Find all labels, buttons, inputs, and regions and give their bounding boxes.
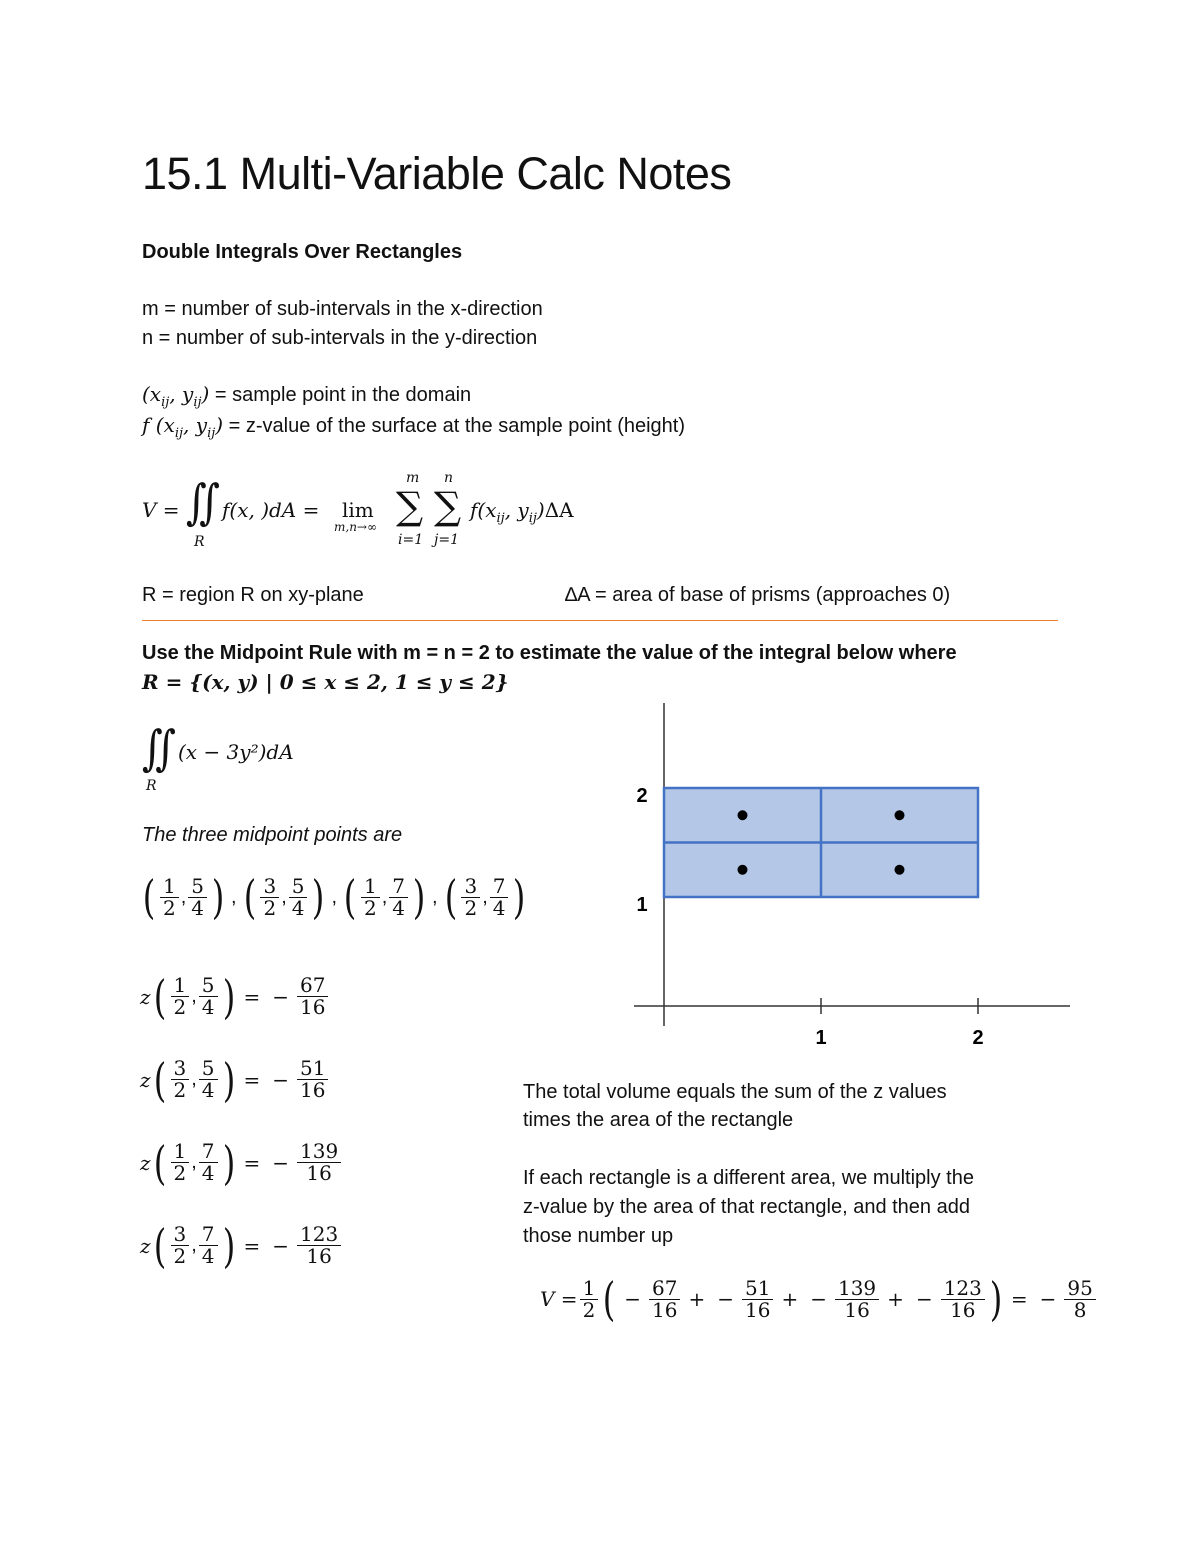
z-result-2 bbox=[297, 1058, 328, 1101]
z-point-1-x bbox=[171, 975, 190, 1018]
sum-j-lower: j=1 bbox=[434, 532, 459, 548]
sum-j-upper: n bbox=[444, 470, 454, 486]
y-tick-label-2: 2 bbox=[636, 785, 648, 807]
final-term-2-den: 16 bbox=[745, 1297, 771, 1322]
z-point-3-x-num: 1 bbox=[171, 1141, 190, 1163]
equals-sign: = bbox=[243, 1233, 261, 1258]
z-point-2-comma: , bbox=[191, 1068, 197, 1090]
z-point-3-comma: , bbox=[191, 1151, 197, 1173]
double-integral-icon: ∬ bbox=[186, 475, 221, 531]
final-lhs: V = bbox=[540, 1287, 578, 1311]
z-point-1-y-den: 4 bbox=[201, 995, 215, 1019]
sum-i-upper: m bbox=[406, 470, 420, 486]
region-definition: R = {(x, y) | 0 ≤ x ≤ 2, 1 ≤ y ≤ 2} bbox=[142, 670, 509, 694]
midpoint-2-y-num: 5 bbox=[289, 876, 308, 898]
midpoint-dot-2 bbox=[895, 865, 905, 875]
minus-sign: − bbox=[272, 1067, 290, 1092]
midpoint-2-lparen: ( bbox=[243, 870, 256, 924]
problem-integral-region: R bbox=[146, 778, 157, 794]
minus-sign: − bbox=[1039, 1287, 1057, 1311]
midpoint-4-x-den: 2 bbox=[464, 895, 478, 920]
problem-integrand: (x − 3y²)dA bbox=[178, 740, 294, 764]
minus-sign: − bbox=[272, 984, 290, 1009]
midpoint-2-y-den: 4 bbox=[291, 895, 305, 920]
sum-j-icon: ∑ bbox=[434, 484, 462, 528]
minus-sign: − bbox=[717, 1287, 734, 1311]
summand: $f(x_{ij}$, $y_{ij})\Delta A$ bbox=[470, 498, 574, 526]
y-tick-label-1: 1 bbox=[636, 894, 648, 916]
final-term-2 bbox=[742, 1275, 773, 1322]
z-point-4-x-den: 2 bbox=[173, 1244, 187, 1268]
midpoint-4-y bbox=[490, 873, 509, 920]
z-result-2-den: 16 bbox=[300, 1078, 326, 1102]
x-tick-label-1: 1 bbox=[815, 1027, 827, 1049]
z-symbol: z bbox=[140, 1150, 151, 1175]
midpoints-intro: The three midpoint points are bbox=[142, 824, 403, 846]
midpoint-1 bbox=[140, 870, 227, 924]
z-value-row bbox=[140, 1121, 343, 1204]
region-note: R = region R on xy-plane bbox=[142, 584, 364, 606]
midpoint-dot-3 bbox=[738, 810, 748, 820]
midpoint-3-x bbox=[361, 873, 380, 920]
z-point-2-rparen: ) bbox=[222, 1052, 235, 1107]
z-point-2-y-num: 5 bbox=[199, 1058, 218, 1080]
equals-sign: = bbox=[243, 1067, 261, 1092]
z-point-3-x bbox=[171, 1141, 190, 1184]
final-term-1 bbox=[649, 1275, 680, 1322]
midpoint-separator: , bbox=[431, 885, 438, 908]
z-values-list bbox=[140, 955, 343, 1287]
z-point-1-y bbox=[199, 975, 218, 1018]
z-point-2-lparen: ( bbox=[153, 1052, 166, 1107]
plus-sign: + bbox=[688, 1287, 706, 1311]
midpoint-1-y-num: 5 bbox=[188, 876, 207, 898]
z-point-2-y bbox=[199, 1058, 218, 1101]
f-value-definition: f ($x_{ij}$, $y_{ij}$) = z-value of the surface at the sample point (height) bbox=[142, 413, 686, 441]
z-point-4-y-num: 7 bbox=[199, 1224, 218, 1246]
minus-sign: − bbox=[272, 1233, 290, 1258]
final-term-2-num: 51 bbox=[742, 1278, 773, 1300]
explanation-line-4: z-value by the area of that rectangle, and then add bbox=[523, 1196, 970, 1218]
final-term-1-den: 16 bbox=[652, 1297, 678, 1322]
final-result-num: 95 bbox=[1064, 1278, 1095, 1300]
z-point-4-comma: , bbox=[191, 1234, 197, 1256]
minus-sign: − bbox=[624, 1287, 642, 1311]
z-point-3-x-den: 2 bbox=[173, 1161, 187, 1185]
z-result-4-den: 16 bbox=[306, 1244, 332, 1268]
final-factor-num: 1 bbox=[580, 1278, 599, 1300]
midpoints-list bbox=[140, 870, 528, 924]
explanation-line-1: The total volume equals the sum of the z values bbox=[523, 1081, 947, 1103]
z-point-4-lparen: ( bbox=[153, 1218, 166, 1273]
z-result-3 bbox=[297, 1141, 341, 1184]
final-term-4-den: 16 bbox=[950, 1297, 976, 1322]
z-value-row bbox=[140, 1038, 343, 1121]
z-point-4-x bbox=[171, 1224, 190, 1267]
midpoint-1-x bbox=[160, 873, 179, 920]
midpoint-4-x-num: 3 bbox=[461, 876, 480, 898]
midpoint-3 bbox=[341, 870, 428, 924]
equals-sign: = bbox=[243, 984, 261, 1009]
plus-sign: + bbox=[887, 1287, 904, 1311]
z-point-4-y bbox=[199, 1224, 218, 1267]
z-point-2-y-den: 4 bbox=[201, 1078, 215, 1102]
midpoint-2-comma: , bbox=[281, 885, 287, 908]
minus-sign: − bbox=[915, 1287, 933, 1311]
midpoint-separator: , bbox=[331, 885, 337, 908]
sample-point-definition: ($x_{ij}$, $y_{ij}$) = sample point in the domain bbox=[142, 382, 472, 410]
z-point-3-lparen: ( bbox=[153, 1135, 166, 1190]
z-point-3 bbox=[151, 1135, 238, 1190]
midpoint-3-y-num: 7 bbox=[389, 876, 408, 898]
z-point-3-y-num: 7 bbox=[199, 1141, 218, 1163]
z-result-2-num: 51 bbox=[297, 1058, 328, 1080]
final-rparen: ) bbox=[989, 1272, 1003, 1326]
midpoint-dot-4 bbox=[895, 810, 905, 820]
midpoint-4-comma: , bbox=[482, 885, 488, 908]
midpoint-4-y-den: 4 bbox=[492, 895, 506, 920]
z-symbol: z bbox=[140, 984, 151, 1009]
midpoint-4-lparen: ( bbox=[444, 870, 457, 924]
final-term-3-den: 16 bbox=[844, 1297, 870, 1322]
problem-integral bbox=[142, 720, 342, 795]
minus-sign: − bbox=[272, 1150, 290, 1175]
final-term-1-num: 67 bbox=[649, 1278, 680, 1300]
midpoint-2-x-num: 3 bbox=[260, 876, 279, 898]
z-point-4-rparen: ) bbox=[222, 1218, 235, 1273]
integrand: f(x, )dA = bbox=[222, 498, 320, 522]
limit-word: lim bbox=[342, 498, 374, 522]
midpoint-1-rparen: ) bbox=[211, 870, 225, 924]
z-point-2-x-den: 2 bbox=[173, 1078, 187, 1102]
z-point-1-x-num: 1 bbox=[171, 975, 190, 997]
z-result-1-num: 67 bbox=[297, 975, 328, 997]
explanation-line-2: times the area of the rectangle bbox=[523, 1109, 794, 1131]
sum-i-icon: ∑ bbox=[396, 484, 424, 528]
midpoint-1-y bbox=[188, 873, 207, 920]
z-value-row bbox=[140, 955, 343, 1038]
z-result-3-den: 16 bbox=[306, 1161, 332, 1185]
z-result-3-num: 139 bbox=[297, 1141, 341, 1163]
section-heading: Double Integrals Over Rectangles bbox=[142, 241, 463, 263]
midpoint-4 bbox=[442, 870, 529, 924]
f-value-symbol: f ($x_{ij}$, $y_{ij}$) bbox=[142, 413, 224, 441]
midpoint-1-lparen: ( bbox=[142, 870, 156, 924]
plus-sign: + bbox=[781, 1287, 799, 1311]
final-result-den: 8 bbox=[1073, 1297, 1087, 1322]
z-point-2 bbox=[151, 1052, 238, 1107]
midpoint-2 bbox=[241, 870, 328, 924]
final-factor-den: 2 bbox=[582, 1297, 596, 1322]
z-point-1-x-den: 2 bbox=[173, 995, 187, 1019]
final-term-3 bbox=[835, 1275, 879, 1322]
midpoint-1-y-den: 4 bbox=[191, 895, 204, 920]
midpoint-dot-1 bbox=[738, 865, 748, 875]
equals-sign: = bbox=[243, 1150, 261, 1175]
final-term-3-num: 139 bbox=[835, 1278, 879, 1300]
z-point-2-x-num: 3 bbox=[171, 1058, 190, 1080]
x-tick-label-2: 2 bbox=[972, 1027, 984, 1049]
integral-region: R bbox=[194, 534, 205, 550]
section-divider bbox=[142, 620, 1058, 621]
z-point-1-lparen: ( bbox=[153, 969, 166, 1024]
delta-area-note: ∆A = area of base of prisms (approaches 0) bbox=[565, 584, 951, 606]
z-symbol: z bbox=[140, 1233, 151, 1258]
midpoint-4-x bbox=[461, 873, 480, 920]
midpoint-3-y-den: 4 bbox=[392, 895, 405, 920]
z-result-4 bbox=[297, 1224, 341, 1267]
midpoint-3-x-num: 1 bbox=[361, 876, 380, 898]
z-result-4-num: 123 bbox=[297, 1224, 341, 1246]
sum-i-lower: i=1 bbox=[398, 532, 424, 548]
z-result-1-den: 16 bbox=[300, 995, 326, 1019]
z-point-1-comma: , bbox=[191, 985, 197, 1007]
z-point-4-x-num: 3 bbox=[171, 1224, 190, 1246]
midpoint-3-y bbox=[389, 873, 408, 920]
final-lparen: ( bbox=[602, 1272, 616, 1326]
z-symbol: z bbox=[140, 1067, 151, 1092]
sample-point-symbol: ($x_{ij}$, $y_{ij}$) bbox=[142, 382, 210, 410]
midpoint-4-rparen: ) bbox=[513, 870, 526, 924]
minus-sign: − bbox=[810, 1287, 827, 1311]
z-point-1 bbox=[151, 969, 238, 1024]
midpoint-separator: , bbox=[230, 885, 237, 908]
z-point-3-y-den: 4 bbox=[201, 1161, 215, 1185]
final-result bbox=[1064, 1275, 1095, 1322]
final-term-4-num: 123 bbox=[941, 1278, 985, 1300]
z-result-1 bbox=[297, 975, 328, 1018]
final-volume-equation bbox=[540, 1272, 1098, 1326]
midpoint-2-x-den: 2 bbox=[263, 895, 277, 920]
equals-sign: = bbox=[1010, 1287, 1028, 1311]
midpoint-1-x-den: 2 bbox=[162, 895, 176, 920]
midpoint-1-comma: , bbox=[180, 885, 187, 908]
midpoint-1-x-num: 1 bbox=[160, 876, 179, 898]
midpoint-4-y-num: 7 bbox=[490, 876, 509, 898]
explanation-line-3: If each rectangle is a different area, we multiply the bbox=[523, 1167, 974, 1189]
midpoint-3-x-den: 2 bbox=[363, 895, 377, 920]
midpoint-3-comma: , bbox=[381, 885, 388, 908]
problem-double-integral-icon: ∬ bbox=[142, 721, 177, 777]
n-definition: n = number of sub-intervals in the y-direction bbox=[142, 327, 538, 349]
z-point-4 bbox=[151, 1218, 238, 1273]
limit-subscript: m,n→∞ bbox=[334, 520, 377, 534]
problem-statement: Use the Midpoint Rule with m = n = 2 to estimate the value of the integral below where bbox=[142, 642, 957, 664]
z-value-row bbox=[140, 1204, 343, 1287]
z-point-3-rparen: ) bbox=[222, 1135, 235, 1190]
page-title: 15.1 Multi-Variable Calc Notes bbox=[142, 148, 732, 199]
z-point-1-y-num: 5 bbox=[199, 975, 218, 997]
midpoint-2-x bbox=[260, 873, 279, 920]
volume-lhs: V = bbox=[142, 498, 180, 522]
explanation-line-5: those number up bbox=[523, 1225, 674, 1247]
z-point-1-rparen: ) bbox=[222, 969, 235, 1024]
midpoint-2-y bbox=[289, 873, 308, 920]
z-point-3-y bbox=[199, 1141, 218, 1184]
midpoint-2-rparen: ) bbox=[312, 870, 325, 924]
midpoint-3-rparen: ) bbox=[412, 870, 426, 924]
final-term-4 bbox=[941, 1275, 985, 1322]
z-point-2-x bbox=[171, 1058, 190, 1101]
midpoint-graph bbox=[620, 695, 1080, 1065]
final-factor bbox=[580, 1275, 599, 1322]
z-point-4-y-den: 4 bbox=[201, 1244, 215, 1268]
midpoint-3-lparen: ( bbox=[343, 870, 357, 924]
m-definition: m = number of sub-intervals in the x-direction bbox=[142, 298, 543, 320]
